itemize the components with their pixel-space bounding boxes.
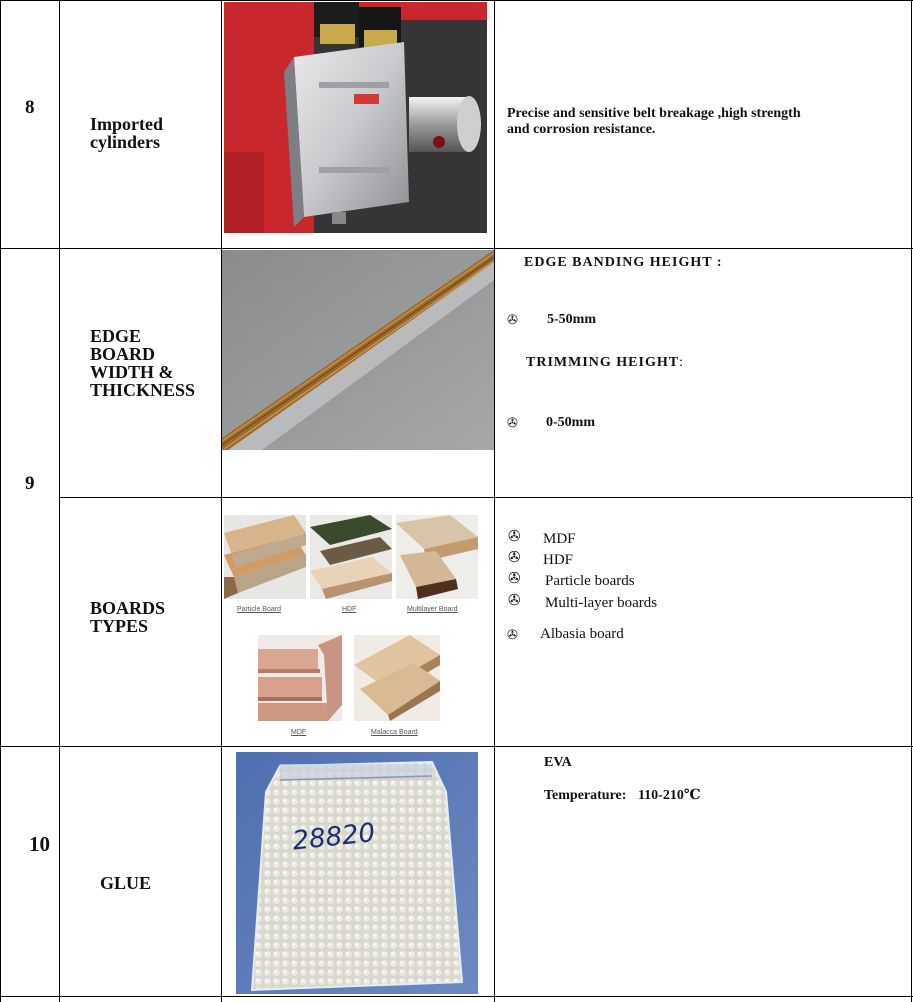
pneumatic-cylinder-photo-icon	[224, 2, 487, 233]
feature-line: Imported	[90, 114, 163, 134]
particle-board-photo-icon	[224, 515, 306, 599]
temperature-label: Temperature:	[544, 788, 627, 803]
feature-line: BOARDS	[90, 598, 166, 618]
row-divider-9-10	[0, 746, 913, 747]
mdf-photo-icon	[258, 635, 342, 721]
caption-malacca-board: Malacca Board	[371, 729, 418, 736]
hdf-photo	[310, 515, 392, 599]
board-edge-photo	[222, 250, 494, 450]
banding-height-heading: EDGE BANDING HEIGHT :	[524, 255, 723, 270]
cylinder-photo	[224, 2, 487, 233]
board-edge-photo-icon	[222, 250, 494, 450]
description-line: and corrosion resistance.	[507, 122, 656, 137]
trimming-heading-text: TRIMMING HEIGHT	[526, 355, 680, 370]
col-divider-2	[221, 0, 222, 1002]
caption-multilayer-board: Multilayer Board	[407, 606, 458, 613]
malacca-board-photo	[354, 635, 440, 721]
banding-height-value: 5-50mm	[547, 312, 596, 327]
board-type-particle: Particle boards	[545, 573, 635, 589]
feature-imported-cylinders	[90, 115, 163, 151]
particle-board-photo	[224, 515, 306, 599]
feature-line: cylinders	[90, 132, 160, 152]
caption-mdf: MDF	[291, 729, 307, 736]
glue-bag-photo	[236, 752, 478, 994]
board-type-mdf: MDF	[543, 531, 576, 547]
glue-pellet-bag-photo-icon	[236, 752, 478, 994]
feature-line: WIDTH &	[90, 362, 174, 382]
trefoil-bullet-icon: ✇	[508, 571, 521, 587]
row-divider-bottom	[0, 996, 913, 997]
feature-edge-board-width-thickness	[90, 327, 195, 399]
board-type-hdf: HDF	[543, 552, 574, 568]
malacca-board-photo-icon	[354, 635, 440, 721]
caption-hdf: HDF	[342, 606, 357, 613]
trimming-heading-colon: :	[679, 355, 683, 370]
glue-bag-handwriting: 28820	[291, 818, 377, 857]
feature-line: BOARD	[90, 344, 156, 364]
trimming-height-heading	[526, 355, 683, 371]
trefoil-bullet-icon: ✇	[508, 550, 521, 566]
trefoil-bullet-icon: ✇	[507, 627, 518, 642]
glue-temperature	[544, 787, 701, 804]
glue-type: EVA	[544, 755, 572, 770]
multilayer-board-photo	[396, 515, 478, 599]
col-divider-right	[911, 0, 912, 1002]
description-line: Precise and sensitive belt breakage ,high strength	[507, 106, 801, 121]
trimming-height-value: 0-50mm	[546, 415, 595, 430]
trefoil-bullet-icon: ✇	[507, 312, 518, 327]
table-border-top-line	[0, 0, 913, 1]
row-number-8: 8	[25, 97, 35, 118]
hdf-photo-icon	[310, 515, 392, 599]
row-divider-8-9	[0, 248, 913, 249]
row-number-10: 10	[29, 832, 50, 856]
col-divider-1	[59, 0, 60, 1002]
feature-line: THICKNESS	[90, 380, 196, 400]
board-type-albasia: Albasia board	[540, 626, 624, 642]
trefoil-bullet-icon: ✇	[508, 529, 521, 545]
row-number-9: 9	[25, 473, 35, 494]
feature-boards-types	[90, 599, 165, 635]
cylinder-description	[507, 106, 801, 138]
feature-line: TYPES	[90, 616, 149, 636]
feature-glue: GLUE	[100, 873, 152, 893]
mdf-photo	[258, 635, 342, 721]
feature-line: EDGE	[90, 326, 142, 346]
trefoil-bullet-icon: ✇	[508, 593, 521, 609]
board-type-multilayer: Multi-layer boards	[545, 595, 658, 611]
multilayer-board-photo-icon	[396, 515, 478, 599]
col-divider-3	[494, 0, 495, 1002]
row-divider-9a-9b	[59, 497, 913, 498]
caption-particle-board: Particle Board	[237, 606, 281, 613]
col-divider-left	[0, 0, 1, 1002]
temperature-value: 110-210℃	[637, 788, 701, 803]
trefoil-bullet-icon: ✇	[507, 415, 518, 430]
